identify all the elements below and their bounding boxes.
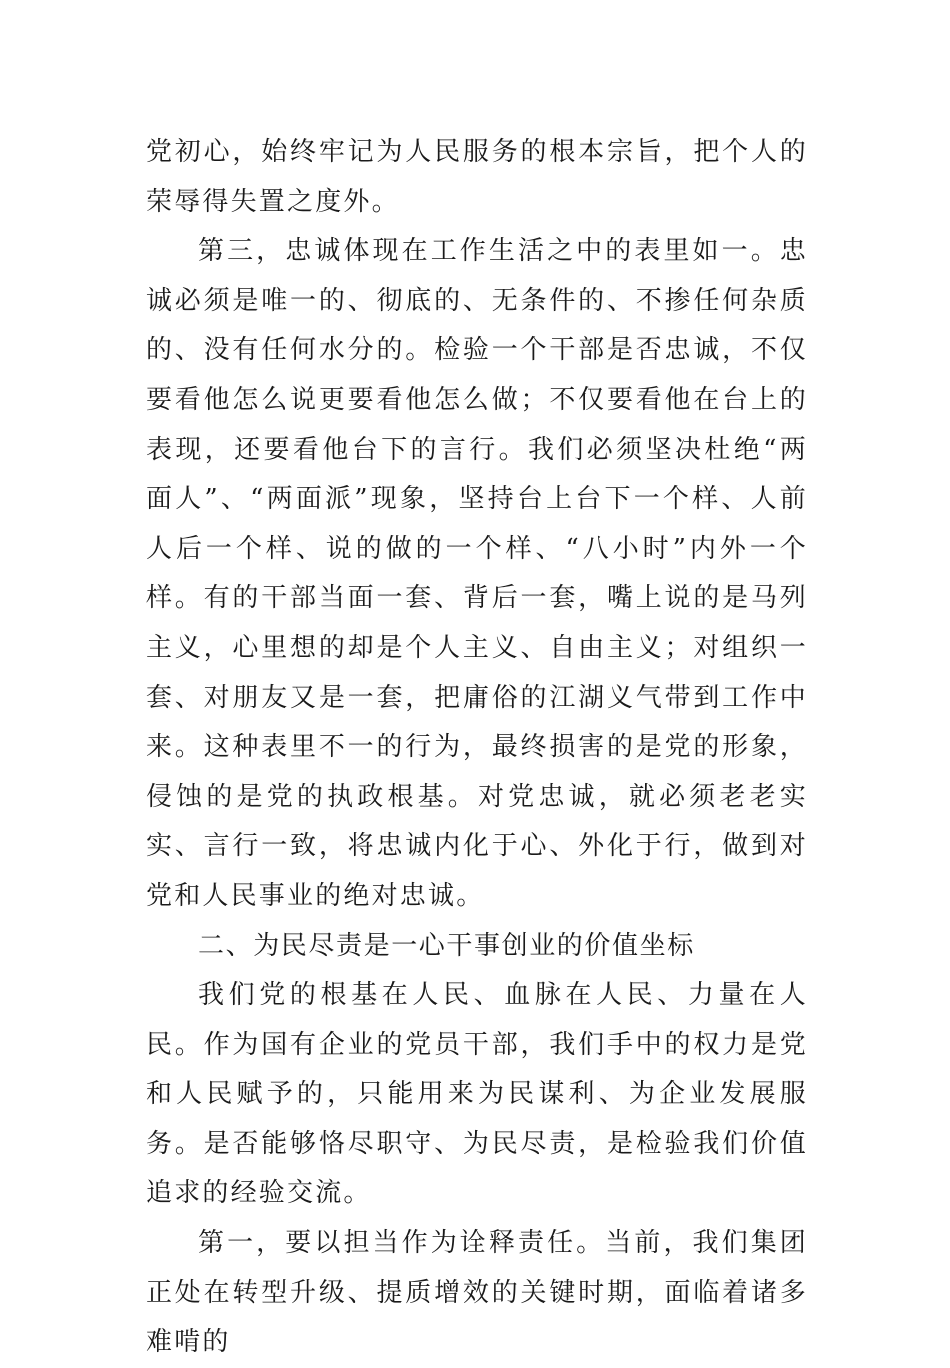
paragraph-responsibility: 第一，要以担当作为诠释责任。当前，我们集团正处在转型升级、提质增效的关键时期，面临着诸多难啃的 <box>146 1228 808 1358</box>
section-heading-2: 二、为民尽责是一心干事创业的价值坐标 <box>198 930 695 961</box>
paragraph-loyalty-consistency: 第三，忠诚体现在工作生活之中的表里如一。忠诚必须是唯一的、彻底的、无条件的、不掺任何杂质的、没有任何水分的。检验一个干部是否忠诚，不仅要看他怎么说更要看他怎么做；不仅要看他在台上的表现，还要看他台下的言行。我们必须坚决杜绝“两面人”、“两面派”现象，坚持台上台下一个样、人前人后一个样、说的做的一个样、“八小时”内外一个样。有的干部当面一套、背后一套，嘴上说的是马列主义，心里想的却是个人主义、自由主义；对组织一套、对朋友又是一套，把庸俗的江湖义气带到工作中来。这种表里不一的行为，最终损害的是党的形象，侵蚀的是党的执政根基。对党忠诚，就必须老老实实、言行一致，将忠诚内化于心、外化于行，做到对党和人民事业的绝对忠诚。 <box>146 236 808 911</box>
body-text <box>146 128 808 1368</box>
paragraph-continuation: 党初心，始终牢记为人民服务的根本宗旨，把个人的荣辱得失置之度外。 <box>146 137 808 217</box>
paragraph-party-roots: 我们党的根基在人民、血脉在人民、力量在人民。作为国有企业的党员干部，我们手中的权力是党和人民赋予的，只能用来为民谋利、为企业发展服务。是否能够恪尽职守、为民尽责，是检验我们价值追求的经验交流。 <box>146 980 808 1209</box>
